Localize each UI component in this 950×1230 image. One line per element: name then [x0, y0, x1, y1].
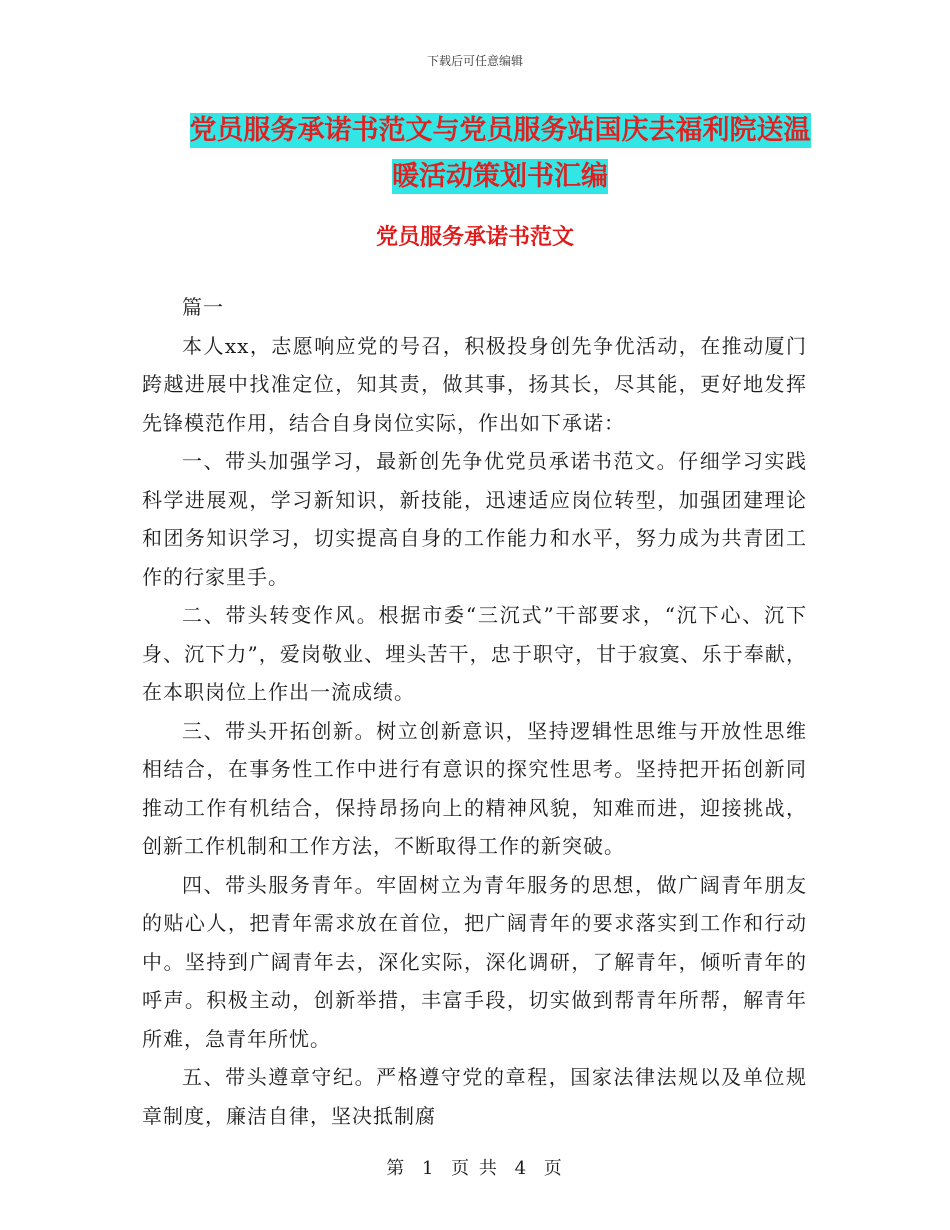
document-title-line-1: 党员服务承诺书范文与党员服务站国庆去福利院送温 — [189, 115, 811, 146]
page-footer — [0, 1154, 950, 1180]
paragraph: 本人xx，志愿响应党的号召，积极投身创先争优活动，在推动厦门跨越进展中找准定位，知其责，做其事，扬其长，尽其能，更好地发挥先锋模范作用，结合自身岗位实际，作出如下承诺： — [142, 333, 807, 435]
footer-page-number: 1 — [421, 1158, 436, 1179]
paragraph: 篇一 — [182, 295, 224, 319]
paragraph: 一、带头加强学习，最新创先争优党员承诺书范文。仔细学习实践科学进展观，学习新知识，新技能，迅速适应岗位转型，加强团建理论和团务知识学习，切实提高自身的工作能力和水平，努力成为共青团工作的行家里手。 — [142, 449, 807, 589]
paragraph: 五、带头遵章守纪。严格遵守党的章程，国家法律法规以及单位规章制度，廉洁自律，坚决抵制腐 — [142, 1065, 807, 1128]
document-title-line-2: 暖活动策划书汇编 — [392, 161, 608, 192]
section-title: 党员服务承诺书范文 — [375, 225, 574, 250]
paragraph: 三、带头开拓创新。树立创新意识，坚持逻辑性思维与开放性思维相结合，在事务性工作中进行有意识的探究性思考。坚持把开拓创新同推动工作有机结合，保持昂扬向上的精神风貌，知难而进，迎接挑战，创新工作机制和工作方法，不断取得工作的新突破。 — [142, 718, 807, 858]
footer-middle: 页 共 — [451, 1158, 499, 1179]
footer-suffix: 页 — [543, 1158, 564, 1179]
footer-total-pages: 4 — [514, 1158, 529, 1179]
paragraph: 二、带头转变作风。根据市委“三沉式”干部要求，“沉下心、沉下身、沉下力”，爱岗敬业、埋头苦干，忠于职守，甘于寂寞、乐于奉献，在本职岗位上作出一流成绩。 — [142, 603, 807, 704]
paragraph: 四、带头服务青年。牢固树立为青年服务的思想，做广阔青年朋友的贴心人，把青年需求放在首位，把广阔青年的要求落实到工作和行动中。坚持到广阔青年去，深化实际，深化调研，了解青年，倾听青年的呼声。积极主动，创新举措，丰富手段，切实做到帮青年所帮，解青年所难，急青年所忧。 — [142, 872, 807, 1051]
header-note: 下载后可任意编辑 — [426, 54, 523, 68]
body-text — [142, 288, 807, 1135]
footer-prefix: 第 — [386, 1158, 407, 1179]
document-title — [140, 108, 860, 200]
